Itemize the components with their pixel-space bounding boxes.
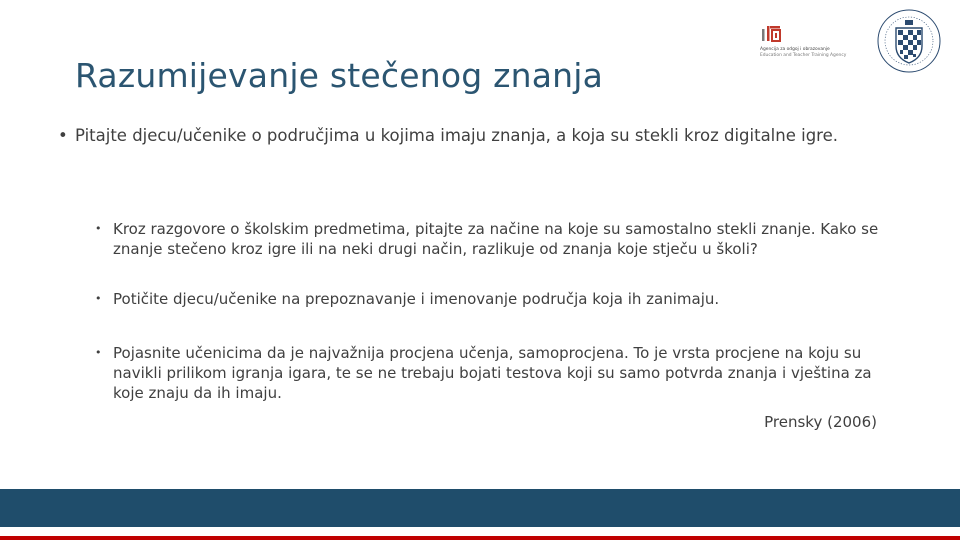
sub-bullet-text: Kroz razgovore o školskim predmetima, pitajte za načine na koje su samostalno stekli znanje. Kako se znanje stečeno kroz igre ili na neki drugi način, razlikuje od znanja koje stječu u školi? — [113, 220, 879, 258]
slide-title: Razumijevanje stečenog znanja — [75, 56, 604, 95]
footer-accent-line — [0, 536, 960, 540]
citation: Prensky (2006) — [764, 413, 877, 431]
agency-name-hr: Agencija za odgoj i obrazovanje — [760, 47, 830, 52]
sub-bullet-text: Pojasnite učenicima da je najvažnija procjena učenja, samoprocjena. To je vrsta procjene na koju su navikli prilikom igranja igara, te se ne trebaju bojati testova koji su samo potvrda znanja i vještina za koje znaju da ih imaju. — [113, 344, 872, 402]
bullet-marker: • — [58, 126, 68, 145]
footer-bar — [0, 489, 960, 527]
sub-bullet-text: Potičite djecu/učenike na prepoznavanje i imenovanje područja koja ih zanimaju. — [113, 290, 720, 308]
university-seal-icon — [876, 8, 942, 74]
bullet-marker: • — [95, 346, 102, 359]
bullet-marker: • — [95, 292, 102, 305]
main-bullet — [58, 124, 848, 148]
agency-name-en: Education and Teacher Training Agency — [760, 53, 847, 58]
main-bullet-text: Pitajte djecu/učenike o područjima u kojima imaju znanja, a koja su stekli kroz digitalne igre. — [75, 126, 838, 145]
sub-bullet-3 — [95, 343, 885, 403]
bullet-marker: • — [95, 222, 102, 235]
sub-bullet-2 — [95, 289, 885, 309]
agency-logo — [760, 24, 847, 68]
agency-logo-mark-icon — [760, 24, 790, 42]
sub-bullet-1 — [95, 219, 885, 259]
